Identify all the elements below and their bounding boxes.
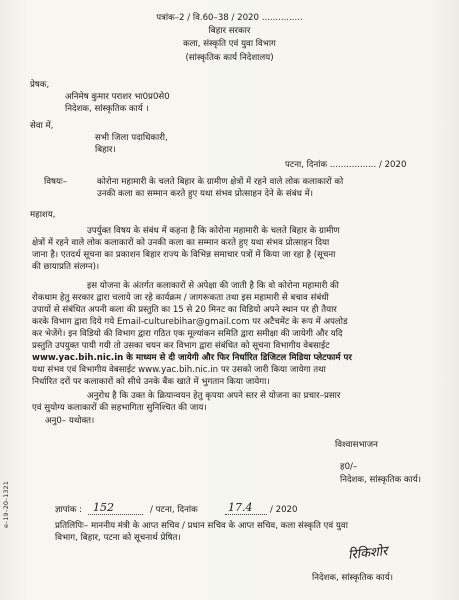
subject-line-2: उनकी कला का सम्मान करते हुए यथा संभव प्रोत्साहन देने के संबंध में।	[97, 189, 314, 199]
recipient-label: सेवा में,	[30, 121, 54, 131]
salutation: महाशय,	[30, 210, 56, 220]
body-line: उपर्युक्त विषय के संबंध में कहना है कि कोरोना महामारी के चलते बिहार के ग्रामीण	[87, 226, 340, 236]
enclosure-note: अनु0– यथोक्त।	[45, 416, 95, 426]
body-line: प्रस्तुति उपयुक्त पायी गयी तो उसका चयन कर विभाग द्वारा संबंधित को सूचना विभागीय वेबसाईट	[32, 341, 330, 351]
subject-label: विषयः–	[44, 177, 67, 187]
body-line: यथा संभव एवं विभागीय वेबसाईट www.yac.bih.nic.in पर उसको जारी किया जायेगा तथा	[32, 365, 326, 375]
body-line: www.yac.bih.nic.in के माध्यम से दी जायेगी और फिर निर्धारित डिजिटल मिडिया प्लेटफार्म पर	[32, 353, 352, 363]
body-line: करके विभाग द्वारा दिये गये Email-culturebihar@gmail.com पर अटैचमेंट के रूप में अपलोड	[32, 317, 348, 327]
recipient-line-1: सभी जिला पदाधिकारी,	[95, 133, 168, 143]
memo-date: 17.4	[228, 501, 253, 514]
copy-designation: निदेशक, सांस्कृतिक कार्य।	[312, 573, 393, 583]
body-line: निर्धारित दरों पर कलाकारों को सीधे उनके बैंक खाते में भुगतान किया जायेगा।	[32, 377, 270, 387]
memo-suffix: / पटना, दिनांक	[150, 505, 198, 515]
body-line: कर भेजेंगे। इन विडियो की विभाग द्वारा गठित एक मूल्यांकन समिति द्वारा समीक्षा की जायेगी और यदि	[32, 329, 343, 339]
margin-note: e–19–20–1321	[2, 481, 10, 528]
sender-designation: निदेशक, सांस्कृतिक कार्य ।	[65, 104, 149, 114]
signoff-designation: निदेशक, सांस्कृतिक कार्य।	[340, 475, 421, 485]
sender-name: अनिमेष कुमार पराशर भा0प्र0से0	[65, 92, 170, 102]
copy-line-1: प्रतिलिपिः– माननीय मंत्री के आप्त सचिव / प्रधान सचिव के आप्त सचिव, कला संस्कृति एवं युवा	[55, 521, 348, 531]
body-line: क्षेत्रों में रहने वाले लोक कलाकारों को उनकी कला का सम्मान करते हुए यथा संभव प्रोत्साहन दिया	[32, 238, 330, 248]
signed-mark: ह0/–	[340, 462, 358, 472]
body-line: इस योजना के अंतर्गत कलाकारों से अपेक्षा की जाती है कि वो कोरोना महामारी की	[87, 281, 339, 291]
date-line: पटना, दिनांक ................. / 2020	[285, 160, 407, 170]
directorate-name: (सांस्कृतिक कार्य निदेशालय)	[185, 53, 274, 63]
body-line: जाना है। एतदर्थ सूचना का प्रकाशन बिहार राज्य के विभिन्न समाचार पत्रों में किया जा रहा है (सूचना	[32, 250, 336, 260]
body-line: अनुरोध है कि उक्त के क्रियान्वयन हेतु कृपया अपने स्तर से योजना का प्रचार–प्रसार	[87, 391, 341, 401]
letter-number: पत्रांक–2 / वि.60–38 / 2020 ...............	[156, 13, 303, 23]
body-line: एवं सुयोग्य कलाकारों की सहभागिता सुनिश्चित की जाय।	[32, 403, 207, 413]
memo-number-underline	[88, 514, 143, 515]
body-line: की छायाप्रति संलग्न)।	[32, 262, 100, 272]
memo-year: / 2020	[270, 505, 298, 515]
closing-text: विश्वासभाजन	[335, 440, 378, 450]
memo-number: 152	[93, 501, 114, 514]
recipient-line-2: बिहार।	[95, 145, 116, 155]
copy-line-2: विभाग, बिहार, पटना को सूचनार्थ प्रेषित।	[55, 533, 181, 543]
subject-line-1: कोरोना महामारी के चलते बिहार के ग्रामीण क्षेत्रों में रहने वाले लोक कलाकारों को	[97, 177, 344, 187]
memo-label: ज्ञापांक :	[55, 505, 83, 515]
body-line: रोकथाम हेतु सरकार द्वारा चलाये जा रहे कार्यक्रम / जागरूकता तथा इस महामारी से बचाव संबंधी	[32, 293, 329, 303]
memo-date-underline	[225, 514, 267, 515]
org-name: बिहार सरकार	[208, 26, 251, 36]
body-line: उपायों से संबंधित अपनी कला की प्रस्तुति का 15 से 20 मिनट का विडियो अपने स्थान पर ही तैयार	[32, 305, 337, 315]
department-name: कला, संस्कृति एवं युवा विभाग	[183, 39, 276, 49]
handwritten-signature: रिकिशोर	[347, 543, 389, 564]
sender-label: प्रेषक,	[30, 80, 50, 90]
